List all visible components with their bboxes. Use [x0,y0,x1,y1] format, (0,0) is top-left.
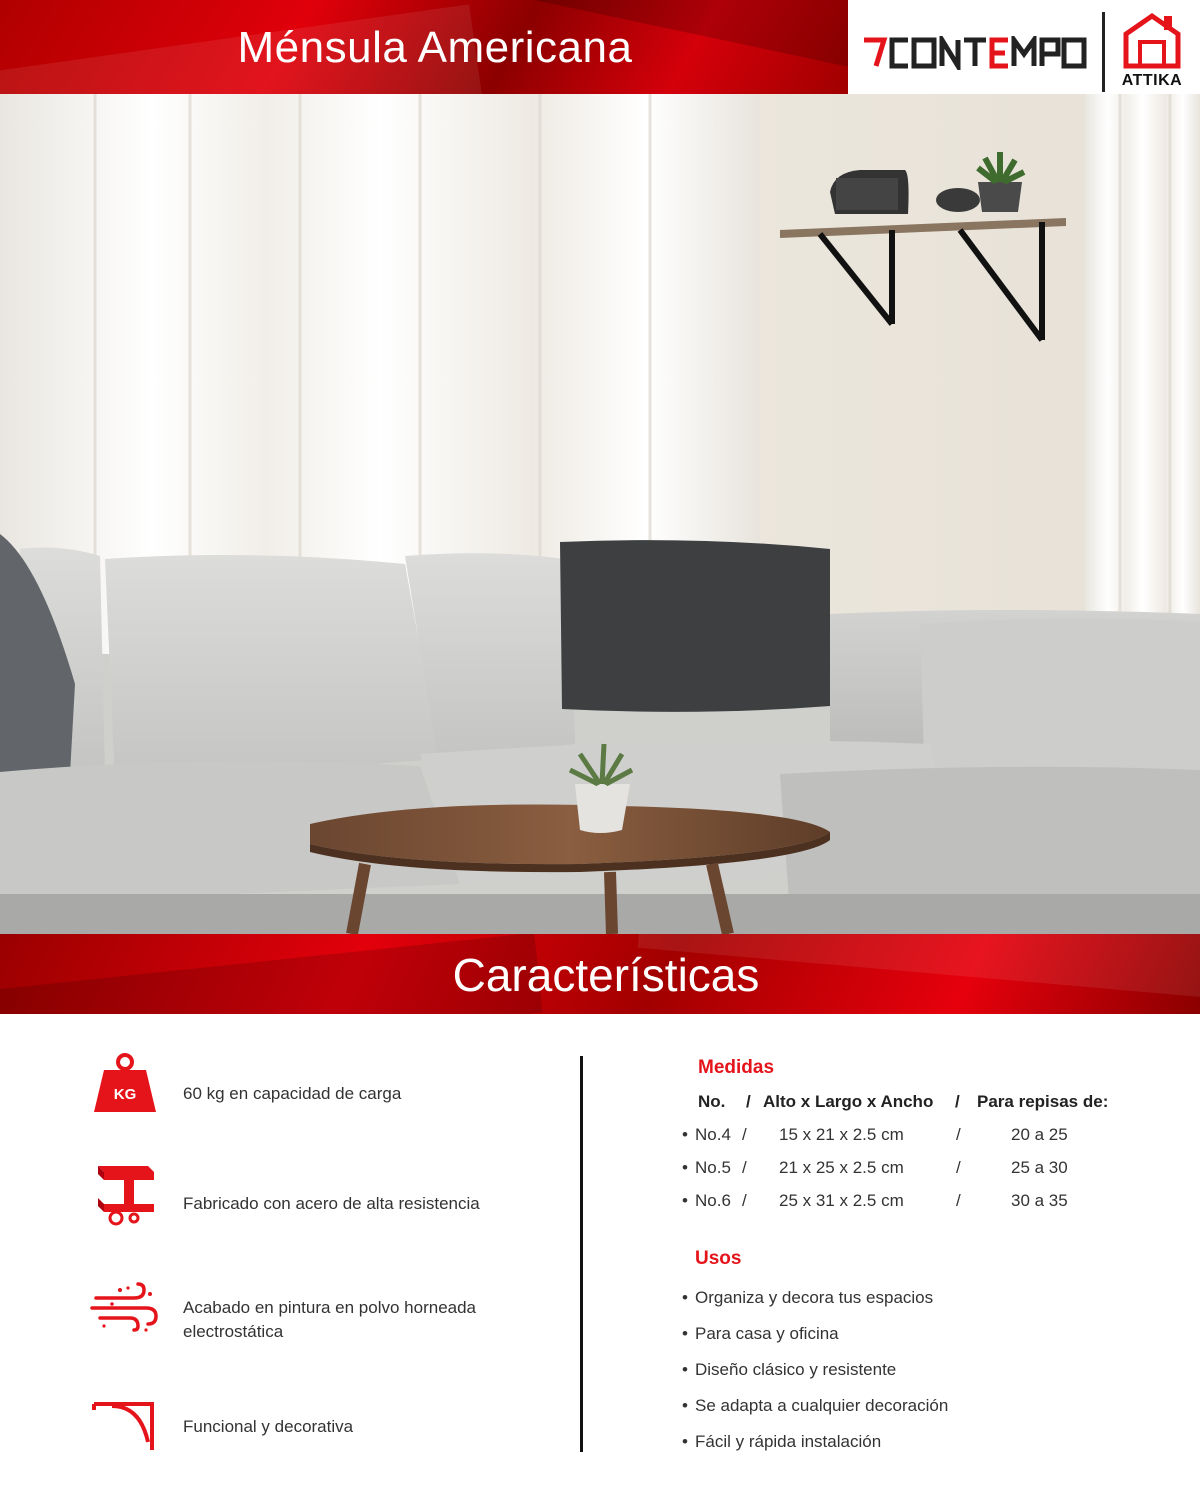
attika-logo [1116,12,1188,92]
brand-logos [848,0,1200,94]
feature-text: 60 kg en capacidad de carga [183,1084,402,1103]
header-sep: / [746,1092,751,1111]
uso-text: Fácil y rápida instalación [695,1432,882,1451]
kg-label: KG [113,1086,137,1103]
bullet: • [682,1191,688,1210]
header-size: Alto x Largo x Ancho [763,1092,934,1111]
header-shelf: Para repisas de: [977,1092,1109,1111]
weight-kg-icon [90,1052,160,1122]
row-size: 21 x 25 x 2.5 cm [779,1158,904,1177]
bullet: • [682,1324,688,1343]
medidas-title: Medidas [698,1057,775,1078]
row-shelf: 20 a 25 [1011,1125,1068,1144]
powder-paint-icon [90,1282,160,1352]
row-sep: / [742,1158,747,1177]
header-sep: / [955,1092,960,1111]
feature-text: Acabado en pintura en polvo horneada electrostática [183,1298,477,1341]
uso-text: Se adapta a cualquier decoración [695,1396,949,1415]
row-sep: / [742,1125,747,1144]
contempo-logo [862,36,1088,72]
hero-photo [0,94,1200,934]
row-shelf: 25 a 30 [1011,1158,1068,1177]
row-shelf: 30 a 35 [1011,1191,1068,1210]
column-divider [580,1056,583,1452]
steel-beam-icon [90,1160,160,1230]
house-icon [1116,12,1188,70]
feature-text: Fabricado con acero de alta resistencia [183,1194,480,1213]
uso-text: Para casa y oficina [695,1324,839,1343]
bullet: • [682,1396,688,1415]
row-no: No.5 [695,1158,731,1177]
section-title: Características [452,949,760,1001]
row-sep: / [956,1191,961,1210]
row-sep: / [742,1191,747,1210]
attika-wordmark: ATTIKA [1121,72,1183,89]
header [0,0,1200,94]
section-band [0,934,1200,1014]
bullet: • [682,1432,688,1451]
usos-title: Usos [695,1248,742,1269]
row-size: 25 x 31 x 2.5 cm [779,1191,904,1210]
row-sep: / [956,1125,961,1144]
row-size: 15 x 21 x 2.5 cm [779,1125,904,1144]
bullet: • [682,1158,688,1177]
row-no: No.6 [695,1191,731,1210]
feature-text: Funcional y decorativa [183,1417,354,1436]
uso-text: Diseño clásico y resistente [695,1360,897,1379]
bullet: • [682,1288,688,1307]
header-no: No. [698,1092,726,1111]
row-sep: / [956,1158,961,1177]
uso-text: Organiza y decora tus espacios [695,1288,934,1307]
bullet: • [682,1360,688,1379]
bracket-icon [90,1400,160,1470]
bullet: • [682,1125,688,1144]
page-title: Ménsula Americana [237,23,633,72]
row-no: No.4 [695,1125,731,1144]
logo-divider [1102,12,1105,92]
